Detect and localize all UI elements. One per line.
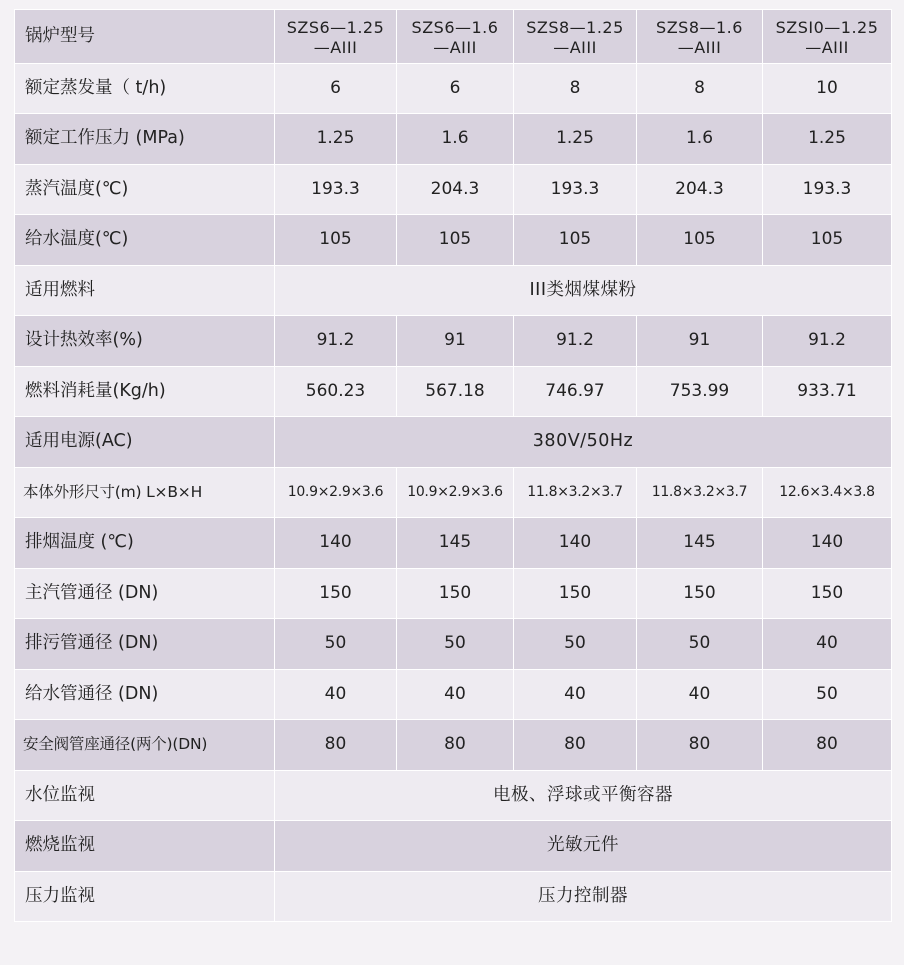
table-row xyxy=(15,114,892,165)
value-cell: 105 xyxy=(275,215,397,266)
value-cell: 8 xyxy=(637,63,763,114)
model-cell: SZS8—1.6 —AIII xyxy=(637,10,763,64)
value-cell: 150 xyxy=(637,568,763,619)
value-cell: 105 xyxy=(637,215,763,266)
row-label: 锅炉型号 xyxy=(15,10,275,64)
value-cell: 80 xyxy=(763,720,892,771)
value-cell: 50 xyxy=(763,669,892,720)
row-label: 适用电源(AC) xyxy=(15,417,275,468)
value-cell: 193.3 xyxy=(275,164,397,215)
value-cell: 193.3 xyxy=(763,164,892,215)
value-cell: 50 xyxy=(397,619,514,670)
table-row xyxy=(15,164,892,215)
row-label: 燃料消耗量(Kg/h) xyxy=(15,366,275,417)
row-label: 蒸汽温度(℃) xyxy=(15,164,275,215)
table-row xyxy=(15,417,892,468)
row-label: 额定工作压力 (MPa) xyxy=(15,114,275,165)
value-cell: 567.18 xyxy=(397,366,514,417)
value-cell: 80 xyxy=(514,720,637,771)
row-label: 水位监视 xyxy=(15,770,275,821)
value-cell: 105 xyxy=(397,215,514,266)
value-cell: 105 xyxy=(514,215,637,266)
row-label: 排烟温度 (℃) xyxy=(15,518,275,569)
value-cell: 150 xyxy=(514,568,637,619)
table-row xyxy=(15,518,892,569)
value-cell: 40 xyxy=(763,619,892,670)
value-cell: 11.8×3.2×3.7 xyxy=(637,467,763,518)
value-cell: 150 xyxy=(275,568,397,619)
value-cell: 140 xyxy=(275,518,397,569)
value-cell: 145 xyxy=(397,518,514,569)
table-row xyxy=(15,821,892,872)
table-row xyxy=(15,63,892,114)
value-cell: 933.71 xyxy=(763,366,892,417)
merged-value-cell: 光敏元件 xyxy=(275,821,892,872)
boiler-spec-table xyxy=(14,9,892,922)
table-row xyxy=(15,720,892,771)
table-row xyxy=(15,316,892,367)
value-cell: 753.99 xyxy=(637,366,763,417)
value-cell: 50 xyxy=(275,619,397,670)
value-cell: 40 xyxy=(637,669,763,720)
value-cell: 80 xyxy=(275,720,397,771)
value-cell: 1.6 xyxy=(397,114,514,165)
table-row xyxy=(15,467,892,518)
value-cell: 10.9×2.9×3.6 xyxy=(275,467,397,518)
row-label: 压力监视 xyxy=(15,871,275,922)
row-label: 适用燃料 xyxy=(15,265,275,316)
value-cell: 40 xyxy=(275,669,397,720)
value-cell: 145 xyxy=(637,518,763,569)
row-label: 燃烧监视 xyxy=(15,821,275,872)
value-cell: 6 xyxy=(275,63,397,114)
value-cell: 204.3 xyxy=(397,164,514,215)
value-cell: 150 xyxy=(763,568,892,619)
value-cell: 105 xyxy=(763,215,892,266)
table-row xyxy=(15,770,892,821)
value-cell: 80 xyxy=(637,720,763,771)
value-cell: 1.6 xyxy=(637,114,763,165)
value-cell: 91.2 xyxy=(275,316,397,367)
row-label: 给水管通径 (DN) xyxy=(15,669,275,720)
value-cell: 91 xyxy=(637,316,763,367)
merged-value-cell: 380V/50Hz xyxy=(275,417,892,468)
value-cell: 50 xyxy=(514,619,637,670)
row-label: 主汽管通径 (DN) xyxy=(15,568,275,619)
value-cell: 91.2 xyxy=(763,316,892,367)
merged-value-cell: 压力控制器 xyxy=(275,871,892,922)
merged-value-cell: 电极、浮球或平衡容器 xyxy=(275,770,892,821)
table-row xyxy=(15,568,892,619)
value-cell: 80 xyxy=(397,720,514,771)
value-cell: 140 xyxy=(763,518,892,569)
value-cell: 140 xyxy=(514,518,637,569)
value-cell: 40 xyxy=(397,669,514,720)
value-cell: 150 xyxy=(397,568,514,619)
header-row xyxy=(15,10,892,64)
row-label: 额定蒸发量（ t/h) xyxy=(15,63,275,114)
value-cell: 10.9×2.9×3.6 xyxy=(397,467,514,518)
model-cell: SZS6—1.25 —AIII xyxy=(275,10,397,64)
value-cell: 193.3 xyxy=(514,164,637,215)
value-cell: 12.6×3.4×3.8 xyxy=(763,467,892,518)
model-cell: SZSI0—1.25 —AIII xyxy=(763,10,892,64)
value-cell: 746.97 xyxy=(514,366,637,417)
row-label: 本体外形尺寸(m) L×B×H xyxy=(15,467,275,518)
value-cell: 10 xyxy=(763,63,892,114)
row-label: 排污管通径 (DN) xyxy=(15,619,275,670)
row-label: 安全阀管座通径(两个)(DN) xyxy=(15,720,275,771)
value-cell: 560.23 xyxy=(275,366,397,417)
value-cell: 8 xyxy=(514,63,637,114)
table-row xyxy=(15,669,892,720)
value-cell: 91.2 xyxy=(514,316,637,367)
value-cell: 40 xyxy=(514,669,637,720)
table-row xyxy=(15,265,892,316)
table-row xyxy=(15,215,892,266)
value-cell: 91 xyxy=(397,316,514,367)
value-cell: 1.25 xyxy=(763,114,892,165)
table-row xyxy=(15,619,892,670)
table-row xyxy=(15,366,892,417)
value-cell: 50 xyxy=(637,619,763,670)
value-cell: 6 xyxy=(397,63,514,114)
value-cell: 11.8×3.2×3.7 xyxy=(514,467,637,518)
model-cell: SZS8—1.25 —AIII xyxy=(514,10,637,64)
merged-value-cell: III类烟煤煤粉 xyxy=(275,265,892,316)
row-label: 给水温度(℃) xyxy=(15,215,275,266)
value-cell: 1.25 xyxy=(275,114,397,165)
value-cell: 204.3 xyxy=(637,164,763,215)
row-label: 设计热效率(%) xyxy=(15,316,275,367)
model-cell: SZS6—1.6 —AIII xyxy=(397,10,514,64)
table-row xyxy=(15,871,892,922)
value-cell: 1.25 xyxy=(514,114,637,165)
